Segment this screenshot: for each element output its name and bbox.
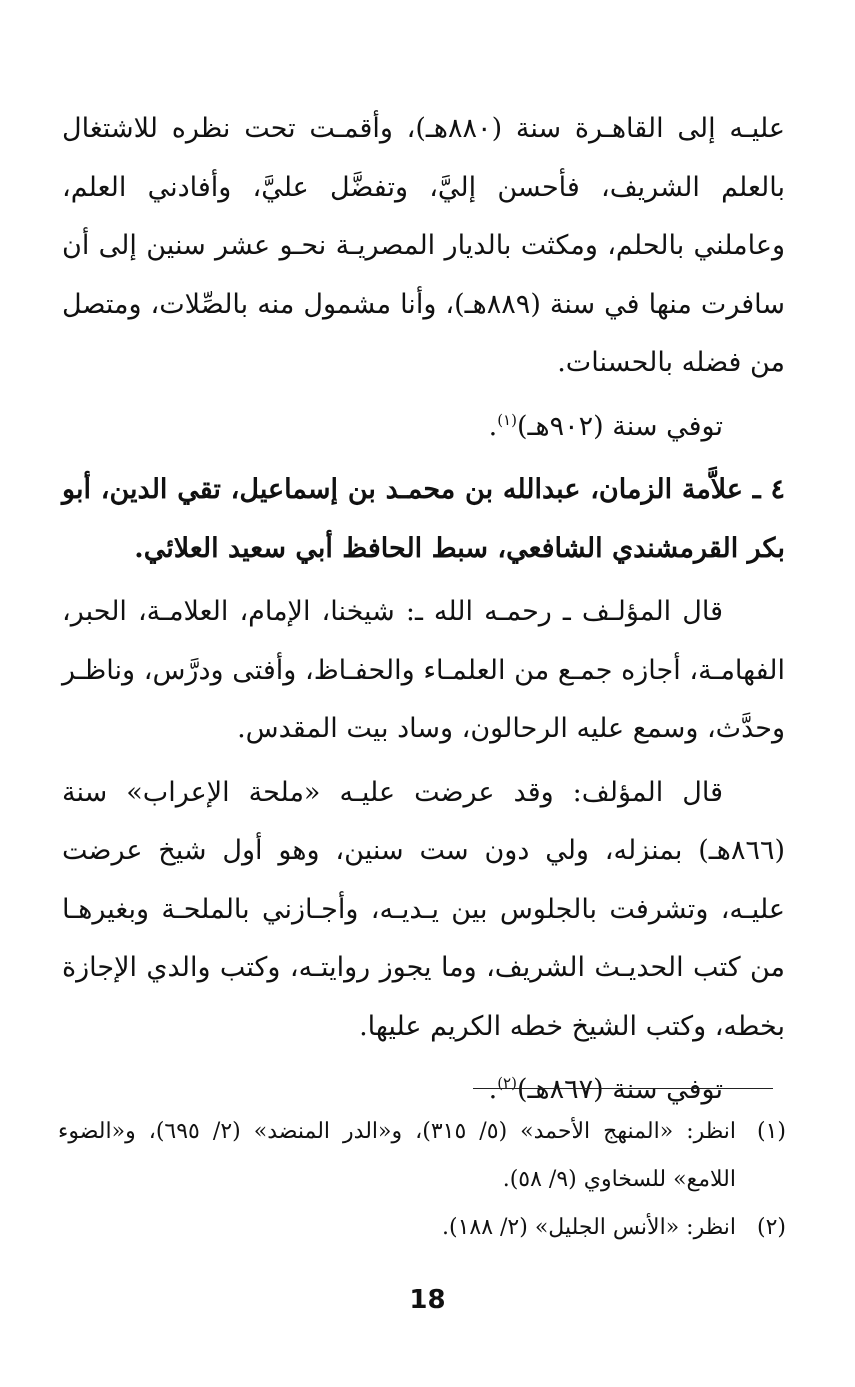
footnote-text: انظر: «المنهج الأحمد» (٥/ ٣١٥)، و«الدر المنضد» (٢/ ٦٩٥)، و«الضوء اللامع» للسخاوي (٩/ ٥٨).	[58, 1119, 737, 1192]
footnote-2	[58, 1204, 786, 1252]
death-date-line	[62, 398, 785, 457]
paragraph-author-quote: قال المؤلـف ـ رحمـه الله ـ: شيخنا، الإمام، العلامـة، الحبر، الفهامـة، أجازه جمـع من العلمـاء والحفـاظ، وأفتى ودرَّس، وناظـر وحدَّث، وسمع عليه الرحالون، وساد بيت المقدس.	[62, 596, 785, 744]
death-date-text: توفي سنة (٩٠٢هـ)	[516, 410, 723, 442]
main-text	[62, 100, 785, 1120]
footnotes	[58, 1108, 786, 1252]
sentence-end: .	[488, 1074, 498, 1105]
paragraph-author-recitation: قال المؤلف: وقد عرضت عليـه «ملحة الإعراب» سنة (٨٦٦هـ) بمنزله، ولي دون ست سنين، وهو أول شيخ عرضت عليـه، وتشرفت بالجلوس بين يـديـه، وأجـازني بالملحـة وبغيرهـا من كتب الحديـث الشريف، وما يجوز روايتـه، وكتب والدي الإجازة بخطه، وكتب الشيخ خطه الكريم عليها.	[62, 776, 785, 1042]
footnote-text: انظر: «الأنس الجليل» (٢/ ١٨٨).	[441, 1215, 736, 1240]
footnote-separator	[473, 1088, 773, 1089]
footnote-ref-1[interactable]: (١)	[497, 410, 517, 429]
death-date-text: توفي سنة (٨٦٧هـ)	[516, 1074, 723, 1105]
paragraph-biography-continued: عليـه إلى القاهـرة سنة (٨٨٠هـ)، وأقمـت تحت نظره للاشتغال بالعلم الشريف، فأحسن إليَّ، وتفضَّل عليَّ، وأفادني العلم، وعاملني بالحلم، ومكثت بالديار المصريـة نحـو عشر سنين إلى أن سافرت منها في سنة (٨٨٩هـ)، وأنا مشمول منه بالصِّلات، ومتصل من فضله بالحسنات.	[62, 113, 785, 378]
sentence-end: .	[488, 410, 498, 442]
footnote-ref-2[interactable]: (٢)	[497, 1074, 517, 1092]
section-heading-4: ٤ ـ علاَّمة الزمان، عبدالله بن محمـد بن إسماعيل، تقي الدين، أبو بكر القرمشندي الشافعي، سبط الحافظ أبي سعيد العلائي.	[62, 474, 785, 564]
footnote-1	[58, 1108, 786, 1204]
footnote-number: (١)	[756, 1119, 786, 1144]
page-number: 18	[409, 1285, 446, 1315]
footnote-number: (٢)	[756, 1215, 786, 1240]
